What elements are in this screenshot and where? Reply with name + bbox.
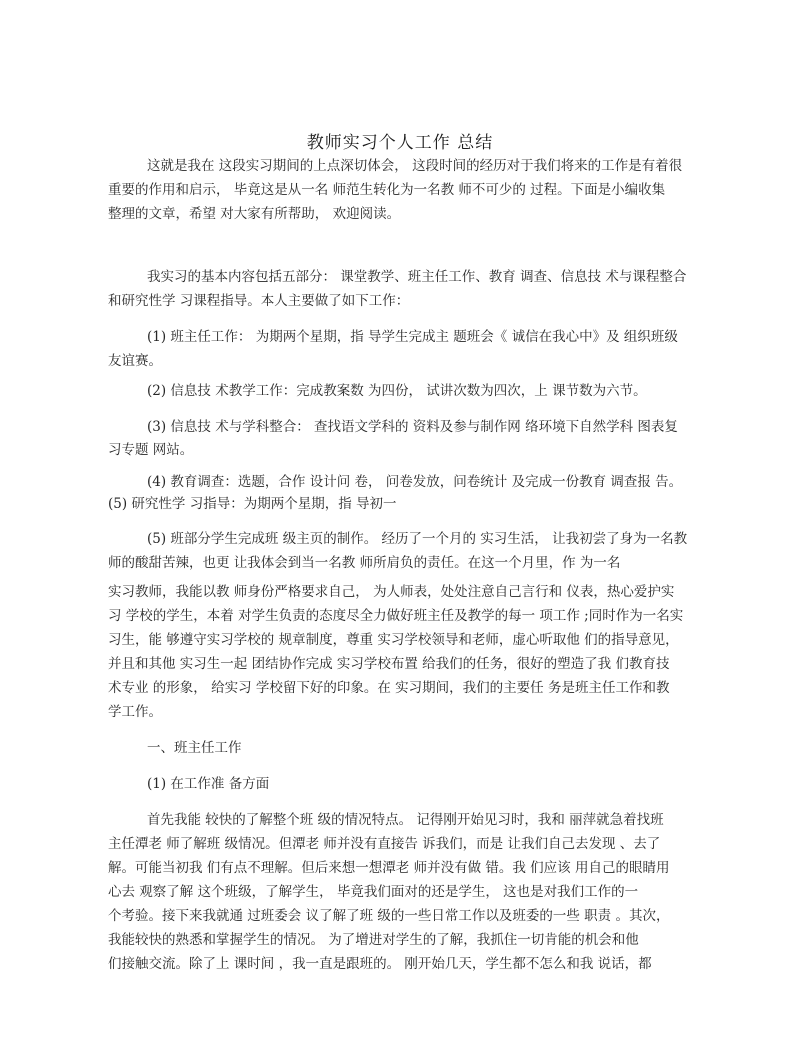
paragraph-line: 师的酸甜苦辣，也更 让我体会到当一名教 师所肩负的责任。在这一个月里，作 为一名 <box>108 555 621 571</box>
paragraph-line: 心去 观察了解 这个班级，了解学生， 毕竟我们面对的还是学生， 这也是对我们工作的一 <box>108 884 639 900</box>
paragraph-line: 实习教师，我能以教 师身份严格要求自己， 为人师表，处处注意自己言行和 仪表，热心爱护实 <box>108 584 675 600</box>
paragraph-line: 我能较快的熟悉和掌握学生的情况。 为了增进对学生的了解，我抓住一切肯能的机会和他 <box>108 932 639 948</box>
paragraph-line: 们接触交流。除了上 课时间 ，我一直是跟班的。 刚开始几天，学生都不怎么和我 说话，都 <box>108 956 652 972</box>
paragraph-line: 学工作。 <box>108 704 162 720</box>
paragraph-line: 主任潭老 师了解班 级情况。但潭老 师并没有直接告 诉我们，而是 让我们自己去发现 、去了 <box>108 836 661 852</box>
paragraph-line: (3) 信息技 术与学科整合： 查找语文学科的 资料及参与制作网 络环境下自然学科 图表复 <box>147 419 678 435</box>
paragraph-line: 整理的文章，希望 对大家有所帮助， 欢迎阅读。 <box>108 206 401 222</box>
subsection-heading: (1) 在工作准 备方面 <box>147 776 270 792</box>
paragraph-line: 个考验。接下来我就通 过班委会 议了解了班 级的一些日常工作以及班委的一些 职责 。其次， <box>108 908 670 924</box>
paragraph-line: 这就是我在 这段实习期间的上点深切体会， 这段时间的经历对于我们将来的工作是有着很 <box>147 158 683 174</box>
paragraph-line: 我实习的基本内容包括五部分： 课堂教学、班主任工作、教育 调查、信息技 术与课程整合 <box>147 269 687 285</box>
paragraph-line: 习生，能 够遵守实习学校的 规章制度，尊重 实习学校领导和老师，虚心听取他 们的指导意见， <box>108 632 679 648</box>
paragraph-line: 首先我能 较快的了解整个班 级的情况特点。 记得刚开始见习时，我和 丽萍就急着找班 <box>147 812 664 828</box>
paragraph-line: 和研究性学 习课程指导。本人主要做了如下工作： <box>108 293 410 309</box>
paragraph-line: (2) 信息技 术教学工作：完成教案数 为四份， 试讲次数为四次，上 课节数为六节。 <box>147 383 647 399</box>
paragraph-line: 解。可能当初我 们有点不理解。但后来想一想潭老 师并没有做 错。我 们应该 用自己的眼睛用 <box>108 860 670 876</box>
paragraph-line: 重要的作用和启示， 毕竟这是从一名 师范生转化为一名教 师不可少的 过程。下面是小编收集 <box>108 182 666 198</box>
paragraph-line: (4) 教育调查：选题，合作 设计问 卷， 问卷发放，问卷统计 及完成一份教育 调查报 告。 <box>147 474 683 490</box>
document-title: 教师实习个人工作 总结 <box>306 133 494 153</box>
paragraph-line: (5) 班部分学生完成班 级主页的制作。 经历了一个月的 实习生活， 让我初尝了身为一名教 <box>147 531 688 547</box>
section-heading: 一、班主任工作 <box>147 740 242 756</box>
paragraph-line: 术专业 的形象， 给实习 学校留下好的印象。在 实习期间，我们的主要任 务是班主任工作和教 <box>108 680 670 696</box>
paragraph-line: 习 学校的学生，本着 对学生负责的态度尽全力做好班主任及教学的每一 项工作 ;同时作为一名实 <box>108 608 684 624</box>
paragraph-line: (1) 班主任工作： 为期两个星期，指 导学生完成主 题班会《 诚信在我心中》及 组织班级 <box>147 329 678 345</box>
paragraph-line: 并且和其他 实习生一起 团结协作完成 实习学校布置 给我们的任务，很好的塑造了我 们教育技 <box>108 656 670 672</box>
paragraph-line: 习专题 网站。 <box>108 442 194 458</box>
paragraph-line: (5) 研究性学 习指导：为期两个星期，指 导初一 <box>108 496 397 512</box>
paragraph-line: 友谊赛。 <box>108 353 162 369</box>
